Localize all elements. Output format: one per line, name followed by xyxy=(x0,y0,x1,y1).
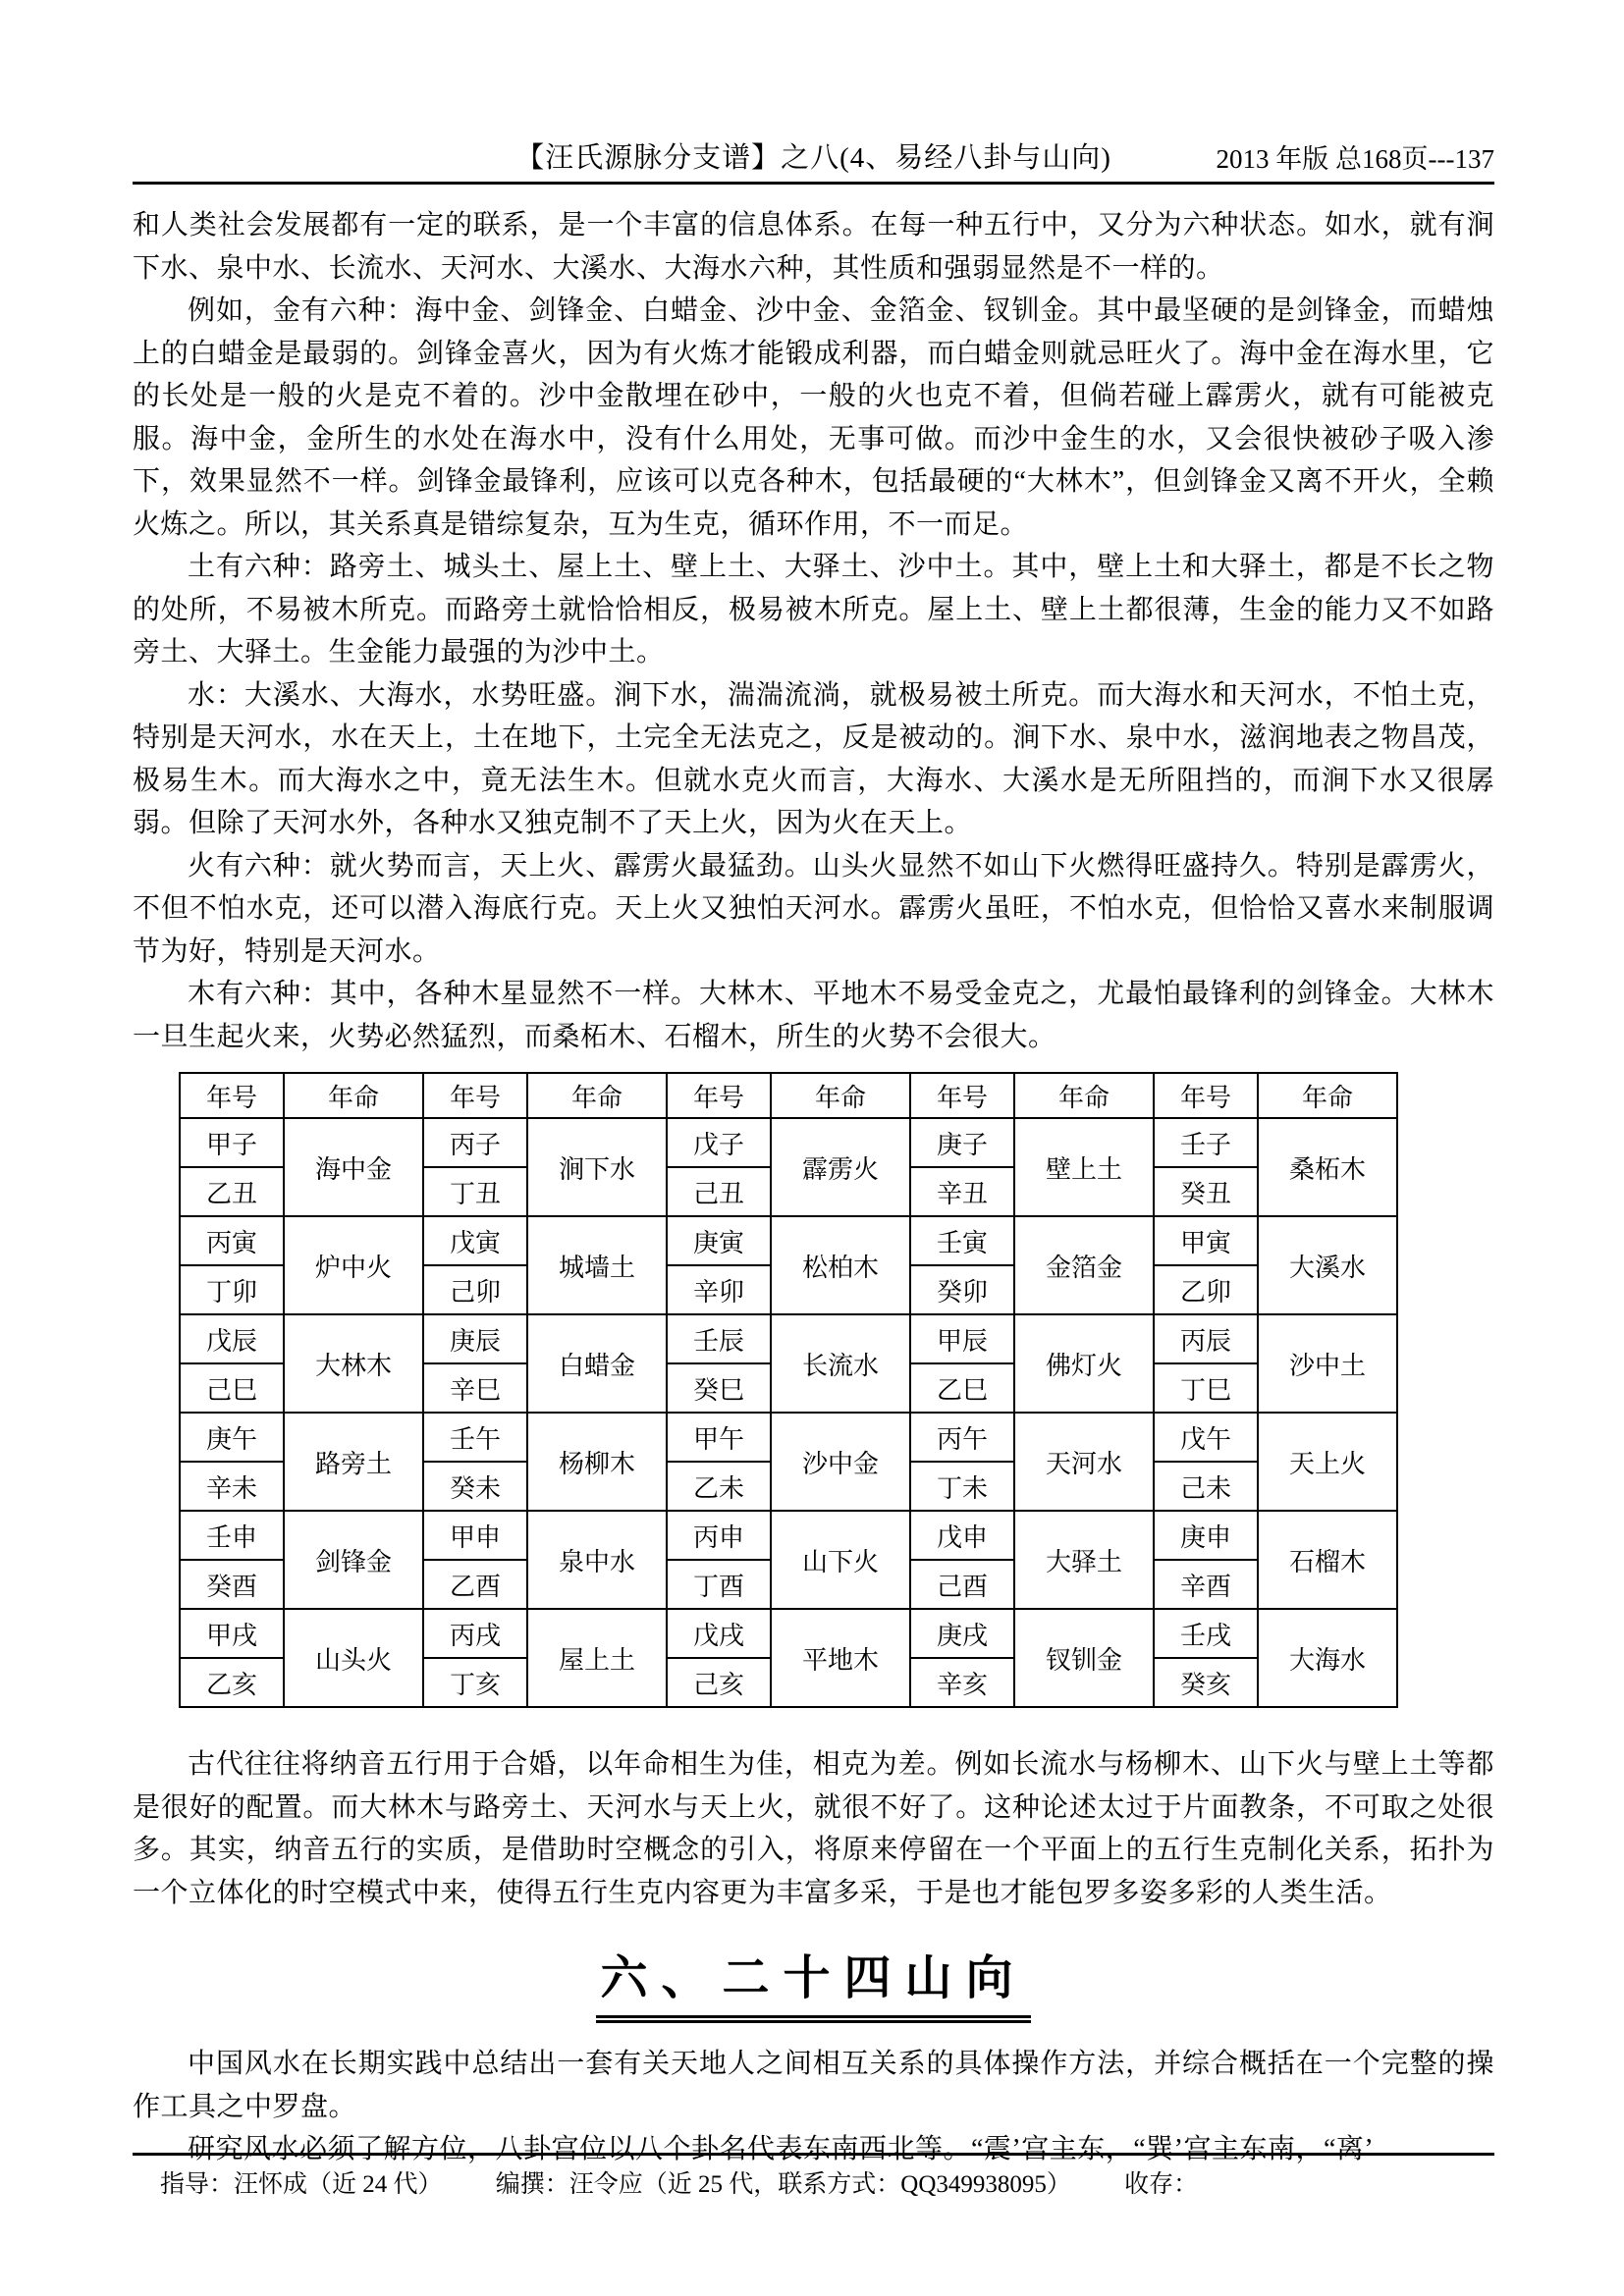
nayin-cell: 海中金 xyxy=(284,1118,423,1216)
nayin-wuxing-table xyxy=(179,1072,1398,1708)
year-cell: 乙卯 xyxy=(1154,1265,1258,1314)
year-cell: 甲申 xyxy=(423,1511,527,1560)
year-cell: 癸卯 xyxy=(910,1265,1014,1314)
column-header: 年命 xyxy=(1258,1073,1397,1118)
year-cell: 丁亥 xyxy=(423,1658,527,1707)
nayin-cell: 松柏木 xyxy=(771,1216,910,1314)
year-cell: 壬戌 xyxy=(1154,1609,1258,1658)
year-cell: 丁卯 xyxy=(180,1265,284,1314)
book-title: 【汪氏源脉分支谱】之八(4、易经八卦与山向) xyxy=(515,142,1111,174)
year-cell: 壬子 xyxy=(1154,1118,1258,1167)
year-cell: 癸酉 xyxy=(180,1560,284,1609)
nayin-cell: 大海水 xyxy=(1258,1609,1397,1707)
year-cell: 丙午 xyxy=(910,1413,1014,1462)
paragraph: 土有六种：路旁土、城头土、屋上土、壁上土、大驿土、沙中土。其中，壁上土和大驿土，都是不长之物的处所，不易被木所克。而路旁土就恰恰相反，极易被木所克。屋上土、壁上土都很薄，生金的能力又不如路旁土、大驿土。生金能力最强的为沙中土。 xyxy=(133,552,1494,667)
year-cell: 辛丑 xyxy=(910,1167,1014,1216)
column-header: 年号 xyxy=(423,1073,527,1118)
section-heading-text: 六、二十四山向 xyxy=(596,1940,1030,2023)
year-cell: 戊午 xyxy=(1154,1413,1258,1462)
paragraph: 研究风水必须了解方位，八卦宫位以八个卦名代表东南西北等。“震’宫主东，“巽’宫主东南，“离’ xyxy=(188,2134,1375,2164)
nayin-cell: 山头火 xyxy=(284,1609,423,1707)
footer-editor: 编撰：汪令应（近 25 代，联系方式：QQ349938095） xyxy=(495,2171,1071,2198)
nayin-cell: 路旁土 xyxy=(284,1413,423,1511)
year-cell: 己未 xyxy=(1154,1462,1258,1511)
paragraph: 和人类社会发展都有一定的联系，是一个丰富的信息体系。在每一种五行中，又分为六种状态。如水，就有涧下水、泉中水、长流水、天河水、大溪水、大海水六种，其性质和强弱显然是不一样的。 xyxy=(133,210,1494,284)
year-cell: 辛酉 xyxy=(1154,1560,1258,1609)
nayin-cell: 白蜡金 xyxy=(527,1314,667,1413)
column-header: 年命 xyxy=(527,1073,667,1118)
nayin-cell: 桑柘木 xyxy=(1258,1118,1397,1216)
nayin-cell: 平地木 xyxy=(771,1609,910,1707)
column-header: 年命 xyxy=(771,1073,910,1118)
nayin-cell: 钗钏金 xyxy=(1014,1609,1154,1707)
section-heading xyxy=(133,1940,1494,2023)
year-cell: 己酉 xyxy=(910,1560,1014,1609)
table-row xyxy=(180,1216,1397,1265)
year-cell: 乙丑 xyxy=(180,1167,284,1216)
year-cell: 乙巳 xyxy=(910,1363,1014,1413)
table-row xyxy=(180,1609,1397,1658)
year-cell: 壬辰 xyxy=(667,1314,771,1363)
year-cell: 庚辰 xyxy=(423,1314,527,1363)
nayin-cell: 杨柳木 xyxy=(527,1413,667,1511)
paragraph: 木有六种：其中，各种木星显然不一样。大林木、平地木不易受金克之，尤最怕最锋利的剑锋金。大林木一旦生起火来，火势必然猛烈，而桑柘木、石榴木，所生的火势不会很大。 xyxy=(133,979,1494,1052)
nayin-cell: 壁上土 xyxy=(1014,1118,1154,1216)
year-cell: 丙辰 xyxy=(1154,1314,1258,1363)
table-row xyxy=(180,1511,1397,1560)
footer-rule xyxy=(133,2153,1494,2156)
paragraph: 水：大溪水、大海水，水势旺盛。涧下水，湍湍流淌，就极易被土所克。而大海水和天河水，不怕土克，特别是天河水，水在天上，土在地下，土完全无法克之，反是被动的。涧下水、泉中水，滋润地表之物昌茂，极易生木。而大海水之中，竟无法生木。但就水克火而言，大海水、大溪水是无所阻挡的，而涧下水又很孱弱。但除了天河水外，各种水又独克制不了天上火，因为火在天上。 xyxy=(133,679,1494,838)
year-cell: 癸未 xyxy=(423,1462,527,1511)
nayin-cell: 天上火 xyxy=(1258,1413,1397,1511)
nayin-cell: 沙中土 xyxy=(1258,1314,1397,1413)
year-cell: 戊戌 xyxy=(667,1609,771,1658)
year-cell: 辛卯 xyxy=(667,1265,771,1314)
year-cell: 甲子 xyxy=(180,1118,284,1167)
year-cell: 癸巳 xyxy=(667,1363,771,1413)
paragraph: 中国风水在长期实践中总结出一套有关天地人之间相互关系的具体操作方法，并综合概括在一个完整的操作工具之中罗盘。 xyxy=(133,2049,1494,2122)
year-cell: 甲辰 xyxy=(910,1314,1014,1363)
year-cell: 辛巳 xyxy=(423,1363,527,1413)
nayin-cell: 沙中金 xyxy=(771,1413,910,1511)
nayin-cell: 山下火 xyxy=(771,1511,910,1609)
year-cell: 丙戌 xyxy=(423,1609,527,1658)
year-cell: 癸亥 xyxy=(1154,1658,1258,1707)
year-cell: 壬寅 xyxy=(910,1216,1014,1265)
year-cell: 庚子 xyxy=(910,1118,1014,1167)
year-cell: 己丑 xyxy=(667,1167,771,1216)
year-cell: 丙申 xyxy=(667,1511,771,1560)
year-cell: 己巳 xyxy=(180,1363,284,1413)
column-header: 年号 xyxy=(667,1073,771,1118)
year-cell: 己卯 xyxy=(423,1265,527,1314)
nayin-cell: 长流水 xyxy=(771,1314,910,1413)
edition-page-number: 2013 年版 总168页---137 xyxy=(1216,144,1494,174)
table-row xyxy=(180,1413,1397,1462)
year-cell: 壬申 xyxy=(180,1511,284,1560)
table-row xyxy=(180,1314,1397,1363)
year-cell: 乙酉 xyxy=(423,1560,527,1609)
nayin-cell: 屋上土 xyxy=(527,1609,667,1707)
nayin-cell: 大驿土 xyxy=(1014,1511,1154,1609)
column-header: 年命 xyxy=(1014,1073,1154,1118)
year-cell: 戊辰 xyxy=(180,1314,284,1363)
nayin-cell: 大溪水 xyxy=(1258,1216,1397,1314)
year-cell: 癸丑 xyxy=(1154,1167,1258,1216)
year-cell: 戊申 xyxy=(910,1511,1014,1560)
paragraph: 古代往往将纳音五行用于合婚，以年命相生为佳，相克为差。例如长流水与杨柳木、山下火与壁上土等都是很好的配置。而大林木与路旁土、天河水与天上火，就很不好了。这种论述太过于片面教条，不可取之处很多。其实，纳音五行的实质，是借助时空概念的引入，将原来停留在一个平面上的五行生克制化关系，拓扑为一个立体化的时空模式中来，使得五行生克内容更为丰富多采，于是也才能包罗多姿多彩的人类生活。 xyxy=(133,1749,1494,1908)
nayin-cell: 天河水 xyxy=(1014,1413,1154,1511)
footer-text xyxy=(133,2164,1494,2200)
year-cell: 乙亥 xyxy=(180,1658,284,1707)
nayin-cell: 炉中火 xyxy=(284,1216,423,1314)
table-row xyxy=(180,1118,1397,1167)
nayin-cell: 涧下水 xyxy=(527,1118,667,1216)
year-cell: 庚午 xyxy=(180,1413,284,1462)
nayin-cell: 泉中水 xyxy=(527,1511,667,1609)
year-cell: 丙子 xyxy=(423,1118,527,1167)
column-header: 年号 xyxy=(910,1073,1014,1118)
year-cell: 甲寅 xyxy=(1154,1216,1258,1265)
header-rule xyxy=(133,182,1494,185)
year-cell: 乙未 xyxy=(667,1462,771,1511)
table-header-row xyxy=(180,1073,1397,1118)
year-cell: 戊寅 xyxy=(423,1216,527,1265)
nayin-cell: 金箔金 xyxy=(1014,1216,1154,1314)
year-cell: 丁未 xyxy=(910,1462,1014,1511)
footer-advisor: 指导：汪怀成（近 24 代） xyxy=(160,2171,443,2198)
year-cell: 戊子 xyxy=(667,1118,771,1167)
page-footer xyxy=(133,2153,1494,2200)
year-cell: 甲午 xyxy=(667,1413,771,1462)
nayin-cell: 霹雳火 xyxy=(771,1118,910,1216)
year-cell: 庚寅 xyxy=(667,1216,771,1265)
year-cell: 丁酉 xyxy=(667,1560,771,1609)
nayin-cell: 剑锋金 xyxy=(284,1511,423,1609)
column-header: 年命 xyxy=(284,1073,423,1118)
paragraph: 火有六种：就火势而言，天上火、霹雳火最猛劲。山头火显然不如山下火燃得旺盛持久。特别是霹雳火，不但不怕水克，还可以潜入海底行克。天上火又独怕天河水。霹雳火虽旺，不怕水克，但恰恰又喜水来制服调节为好，特别是天河水。 xyxy=(133,850,1494,967)
nayin-cell: 城墙土 xyxy=(527,1216,667,1314)
nayin-cell: 大林木 xyxy=(284,1314,423,1413)
year-cell: 庚戌 xyxy=(910,1609,1014,1658)
year-cell: 壬午 xyxy=(423,1413,527,1462)
column-header: 年号 xyxy=(180,1073,284,1118)
year-cell: 丁丑 xyxy=(423,1167,527,1216)
year-cell: 丁巳 xyxy=(1154,1363,1258,1413)
year-cell: 庚申 xyxy=(1154,1511,1258,1560)
body-text xyxy=(133,204,1494,1058)
paragraph: 例如，金有六种：海中金、剑锋金、白蜡金、沙中金、金箔金、钗钏金。其中最坚硬的是剑锋金，而蜡烛上的白蜡金是最弱的。剑锋金喜火，因为有火炼才能锻成利器，而白蜡金则就忌旺火了。海中金在海水里，它的长处是一般的火是克不着的。沙中金散埋在砂中，一般的火也克不着，但倘若碰上霹雳火，就有可能被克服。海中金，金所生的水处在海水中，没有什么用处，无事可做。而沙中金生的水，又会很快被砂子吸入渗下，效果显然不一样。剑锋金最锋利，应该可以克各种木，包括最硬的“大林木”，但剑锋金又离不开火，全赖火炼之。所以，其关系真是错综复杂，互为生克，循环作用，不一而足。 xyxy=(133,295,1494,540)
year-cell: 辛未 xyxy=(180,1462,284,1511)
column-header: 年号 xyxy=(1154,1073,1258,1118)
nayin-cell: 石榴木 xyxy=(1258,1511,1397,1609)
year-cell: 己亥 xyxy=(667,1658,771,1707)
nayin-cell: 佛灯火 xyxy=(1014,1314,1154,1413)
footer-keeper: 收存： xyxy=(1124,2171,1199,2198)
year-cell: 甲戌 xyxy=(180,1609,284,1658)
year-cell: 丙寅 xyxy=(180,1216,284,1265)
year-cell: 辛亥 xyxy=(910,1658,1014,1707)
page-header xyxy=(133,135,1494,173)
